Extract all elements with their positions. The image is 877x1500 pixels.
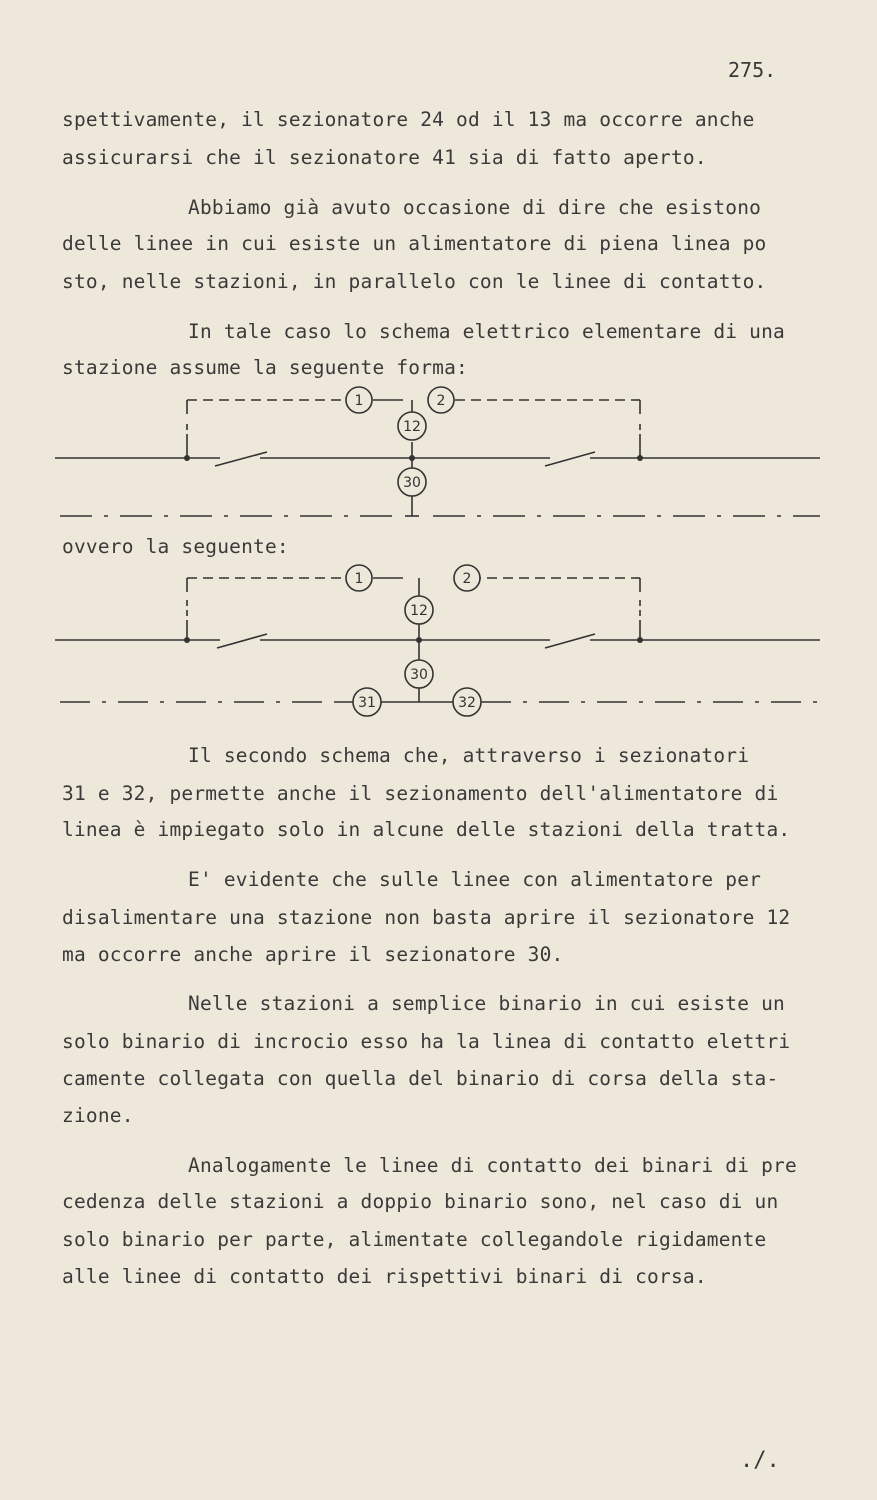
text-line: disalimentare una stazione non basta aprire il sezionatore 12 — [62, 906, 791, 929]
station-schematic-1 — [55, 380, 835, 530]
disconnector-label: 31 — [358, 695, 376, 711]
continuation-mark: ./. — [740, 1448, 780, 1473]
text-line: ovvero la seguente: — [62, 535, 289, 558]
disconnector-label: 12 — [403, 419, 421, 435]
text-line: camente collegata con quella del binario di corsa della sta- — [62, 1067, 779, 1090]
text-line: 31 e 32, permette anche il sezionamento dell'alimentatore di — [62, 782, 779, 805]
text-line: zione. — [62, 1104, 134, 1127]
text-line: spettivamente, il sezionatore 24 od il 13 ma occorre anche — [62, 108, 755, 131]
text-line: Nelle stazioni a semplice binario in cui esiste un — [188, 992, 785, 1015]
station-schematic-2 — [55, 560, 835, 725]
disconnector-label: 30 — [403, 475, 421, 491]
text-line: alle linee di contatto dei rispettivi binari di corsa. — [62, 1265, 707, 1288]
text-line: E' evidente che sulle linee con alimentatore per — [188, 868, 762, 891]
disconnector-label: 30 — [410, 667, 428, 683]
text-line: delle linee in cui esiste un alimentatore di piena linea po — [62, 232, 767, 255]
disconnector-label: 32 — [458, 695, 476, 711]
disconnector-label: 2 — [436, 393, 446, 409]
text-line: assicurarsi che il sezionatore 41 sia di fatto aperto. — [62, 146, 707, 169]
disconnector-label: 1 — [354, 571, 364, 587]
text-line: ma occorre anche aprire il sezionatore 30. — [62, 943, 564, 966]
text-line: Il secondo schema che, attraverso i sezionatori — [188, 744, 750, 767]
page-number: 275. — [728, 58, 777, 82]
text-line: linea è impiegato solo in alcune delle stazioni della tratta. — [62, 818, 791, 841]
text-line: sto, nelle stazioni, in parallelo con le linee di contatto. — [62, 270, 767, 293]
text-line: solo binario di incrocio esso ha la linea di contatto elettri — [62, 1030, 791, 1053]
disconnector-label: 2 — [462, 571, 472, 587]
text-line: Analogamente le linee di contatto dei binari di pre — [188, 1154, 797, 1177]
text-line: stazione assume la seguente forma: — [62, 356, 468, 379]
text-line: solo binario per parte, alimentate collegandole rigidamente — [62, 1228, 767, 1251]
text-line: In tale caso lo schema elettrico elementare di una — [188, 320, 785, 343]
disconnector-label: 12 — [410, 603, 428, 619]
text-line: cedenza delle stazioni a doppio binario sono, nel caso di un — [62, 1190, 779, 1213]
disconnector-label: 1 — [354, 393, 364, 409]
text-line: Abbiamo già avuto occasione di dire che esistono — [188, 196, 762, 219]
